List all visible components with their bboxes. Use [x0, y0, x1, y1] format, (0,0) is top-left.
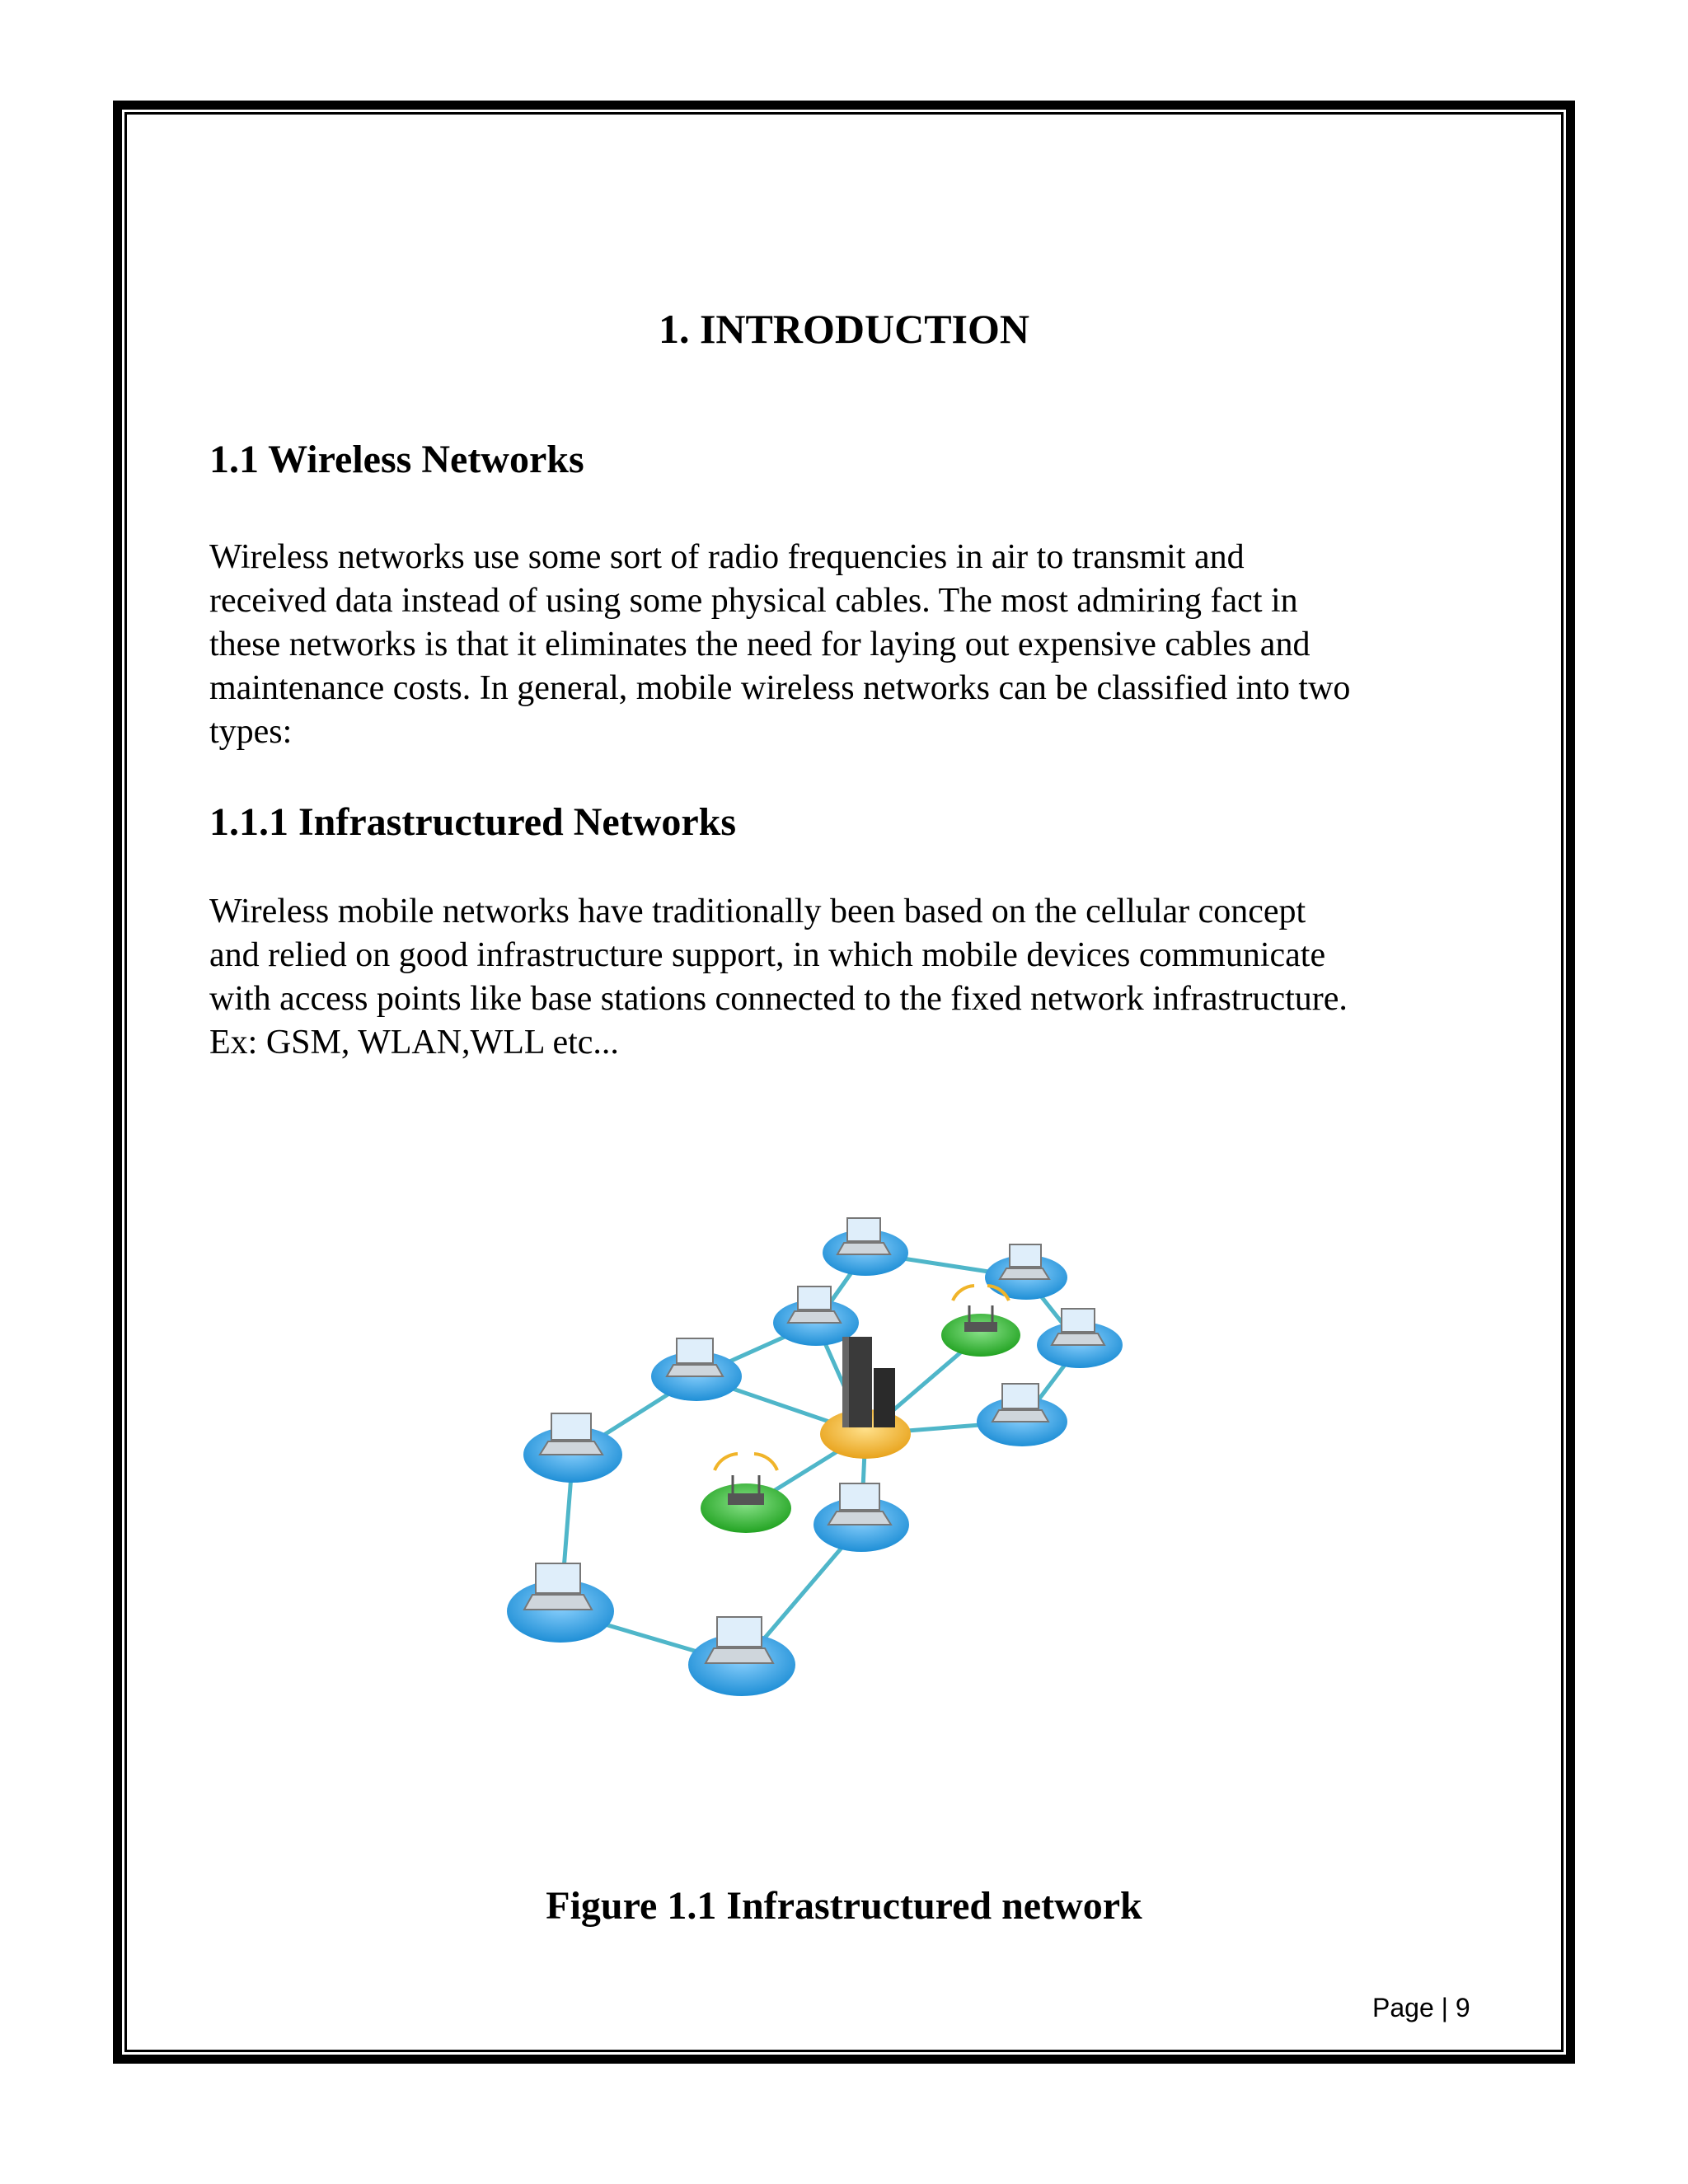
wifi-signal-icon [715, 1454, 738, 1470]
section-paragraph [209, 536, 1495, 754]
laptop-node [823, 1218, 908, 1276]
paragraph-line: these networks is that it eliminates the need for laying out expensive cables and [209, 626, 1311, 663]
subsection-heading: 1.1.1 Infrastructured Networks [209, 800, 737, 844]
laptop-icon [536, 1563, 580, 1593]
laptop-icon [798, 1286, 831, 1310]
laptop-node [651, 1338, 742, 1401]
laptop-node [688, 1617, 795, 1696]
laptop-icon [847, 1218, 880, 1241]
paragraph-line: Ex: GSM, WLAN,WLL etc... [209, 1024, 619, 1062]
paragraph-line: types: [209, 713, 293, 751]
chapter-title: 1. INTRODUCTION [658, 306, 1030, 352]
paragraph-line: Wireless networks use some sort of radio frequencies in air to transmit and [209, 538, 1245, 576]
paragraph-line: with access points like base stations connected to the fixed network infrastructure. [209, 980, 1348, 1018]
paragraph-line: received data instead of using some physical cables. The most admiring fact in [209, 582, 1298, 620]
laptop-icon [1062, 1309, 1095, 1332]
section-heading: 1.1 Wireless Networks [209, 438, 584, 481]
laptop-icon [1010, 1244, 1041, 1267]
laptop-nodes [507, 1218, 1123, 1696]
laptop-icon [840, 1483, 879, 1510]
laptop-icon [1002, 1384, 1039, 1408]
paragraph-line: Wireless mobile networks have traditionally been based on the cellular concept [209, 893, 1306, 930]
laptop-node [507, 1563, 614, 1643]
paragraph-line: and relied on good infrastructure support, in which mobile devices communicate [209, 936, 1326, 974]
infrastructured-network-figure [495, 1195, 1220, 1722]
laptop-node [985, 1244, 1067, 1300]
paragraph-line: maintenance costs. In general, mobile wireless networks can be classified into two [209, 669, 1351, 707]
page-border-inner [124, 112, 1564, 2052]
wifi-signal-icon [953, 1286, 974, 1301]
laptop-node [977, 1384, 1067, 1446]
laptop-icon [717, 1617, 762, 1647]
laptop-icon [677, 1338, 713, 1363]
router-icon [964, 1322, 997, 1332]
server-hub-node [820, 1337, 911, 1459]
laptop-node [523, 1413, 622, 1483]
router-node [701, 1454, 791, 1533]
subsection-paragraph [209, 890, 1495, 1065]
figure-caption: Figure 1.1 Infrastructured network [546, 1884, 1142, 1928]
laptop-icon [551, 1413, 591, 1440]
laptop-node [814, 1483, 909, 1552]
laptop-node [1037, 1309, 1123, 1368]
page-number: Page | 9 [1372, 1993, 1470, 2022]
router-icon [728, 1493, 764, 1505]
